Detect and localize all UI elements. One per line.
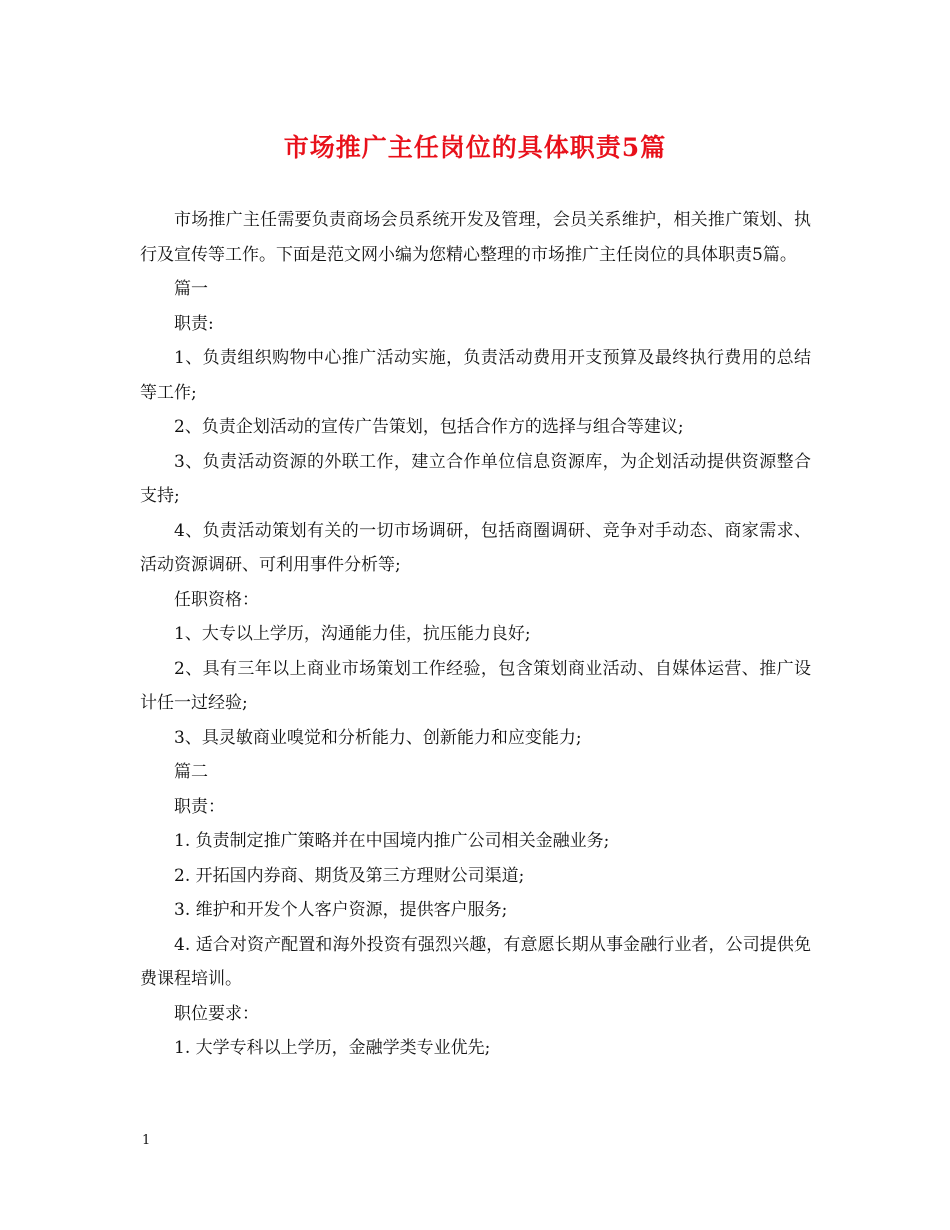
document-title: 市场推广主任岗位的具体职责5篇: [283, 133, 667, 162]
document-body: [140, 203, 811, 1066]
list-item: 1. 负责制定推广策略并在中国境内推广公司相关金融业务;: [174, 831, 610, 851]
list-item: 2. 开拓国内券商、期货及第三方理财公司渠道;: [174, 865, 525, 886]
intro-paragraph: 市场推广主任需要负责商场会员系统开发及管理，会员关系维护，相关推广策划、执行及宣传等工作。下面是范文网小编为您精心整理的市场推广主任岗位的具体职责5篇。: [140, 210, 811, 265]
subheading-qualifications: 任职资格：: [174, 589, 259, 610]
list-item: 4. 适合对资产配置和海外投资有强烈兴趣，有意愿长期从事金融行业者，公司提供免费课程培训。: [140, 934, 811, 989]
list-item: 3、负责活动资源的外联工作，建立合作单位信息资源库，为企划活动提供资源整合支持;: [140, 451, 811, 506]
list-item: 1. 大学专科以上学历，金融学类专业优先;: [174, 1038, 491, 1058]
list-item: 4、负责活动策划有关的一切市场调研，包括商圈调研、竞争对手动态、商家需求、活动资源调研、可利用事件分析等;: [140, 520, 811, 575]
list-item: 1、大专以上学历，沟通能力佳，抗压能力良好;: [174, 624, 531, 644]
subheading-responsibilities: 职责：: [174, 796, 225, 817]
section-heading-part-one: 篇一: [174, 279, 208, 299]
page-number: 1: [142, 1133, 151, 1148]
subheading-requirements: 职位要求：: [174, 1003, 259, 1024]
list-item: 3. 维护和开发个人客户资源，提供客户服务;: [174, 900, 508, 920]
section-heading-part-two: 篇二: [174, 762, 208, 782]
list-item: 3、具灵敏商业嗅觉和分析能力、创新能力和应变能力;: [174, 727, 582, 748]
list-item: 2、负责企划活动的宣传广告策划，包括合作方的选择与组合等建议;: [174, 417, 684, 437]
list-item: 1、负责组织购物中心推广活动实施，负责活动费用开支预算及最终执行费用的总结等工作;: [140, 348, 811, 403]
list-item: 2、具有三年以上商业市场策划工作经验，包含策划商业活动、自媒体运营、推广设计任一过经验;: [140, 658, 811, 713]
subheading-responsibilities: 职责:: [174, 313, 214, 334]
